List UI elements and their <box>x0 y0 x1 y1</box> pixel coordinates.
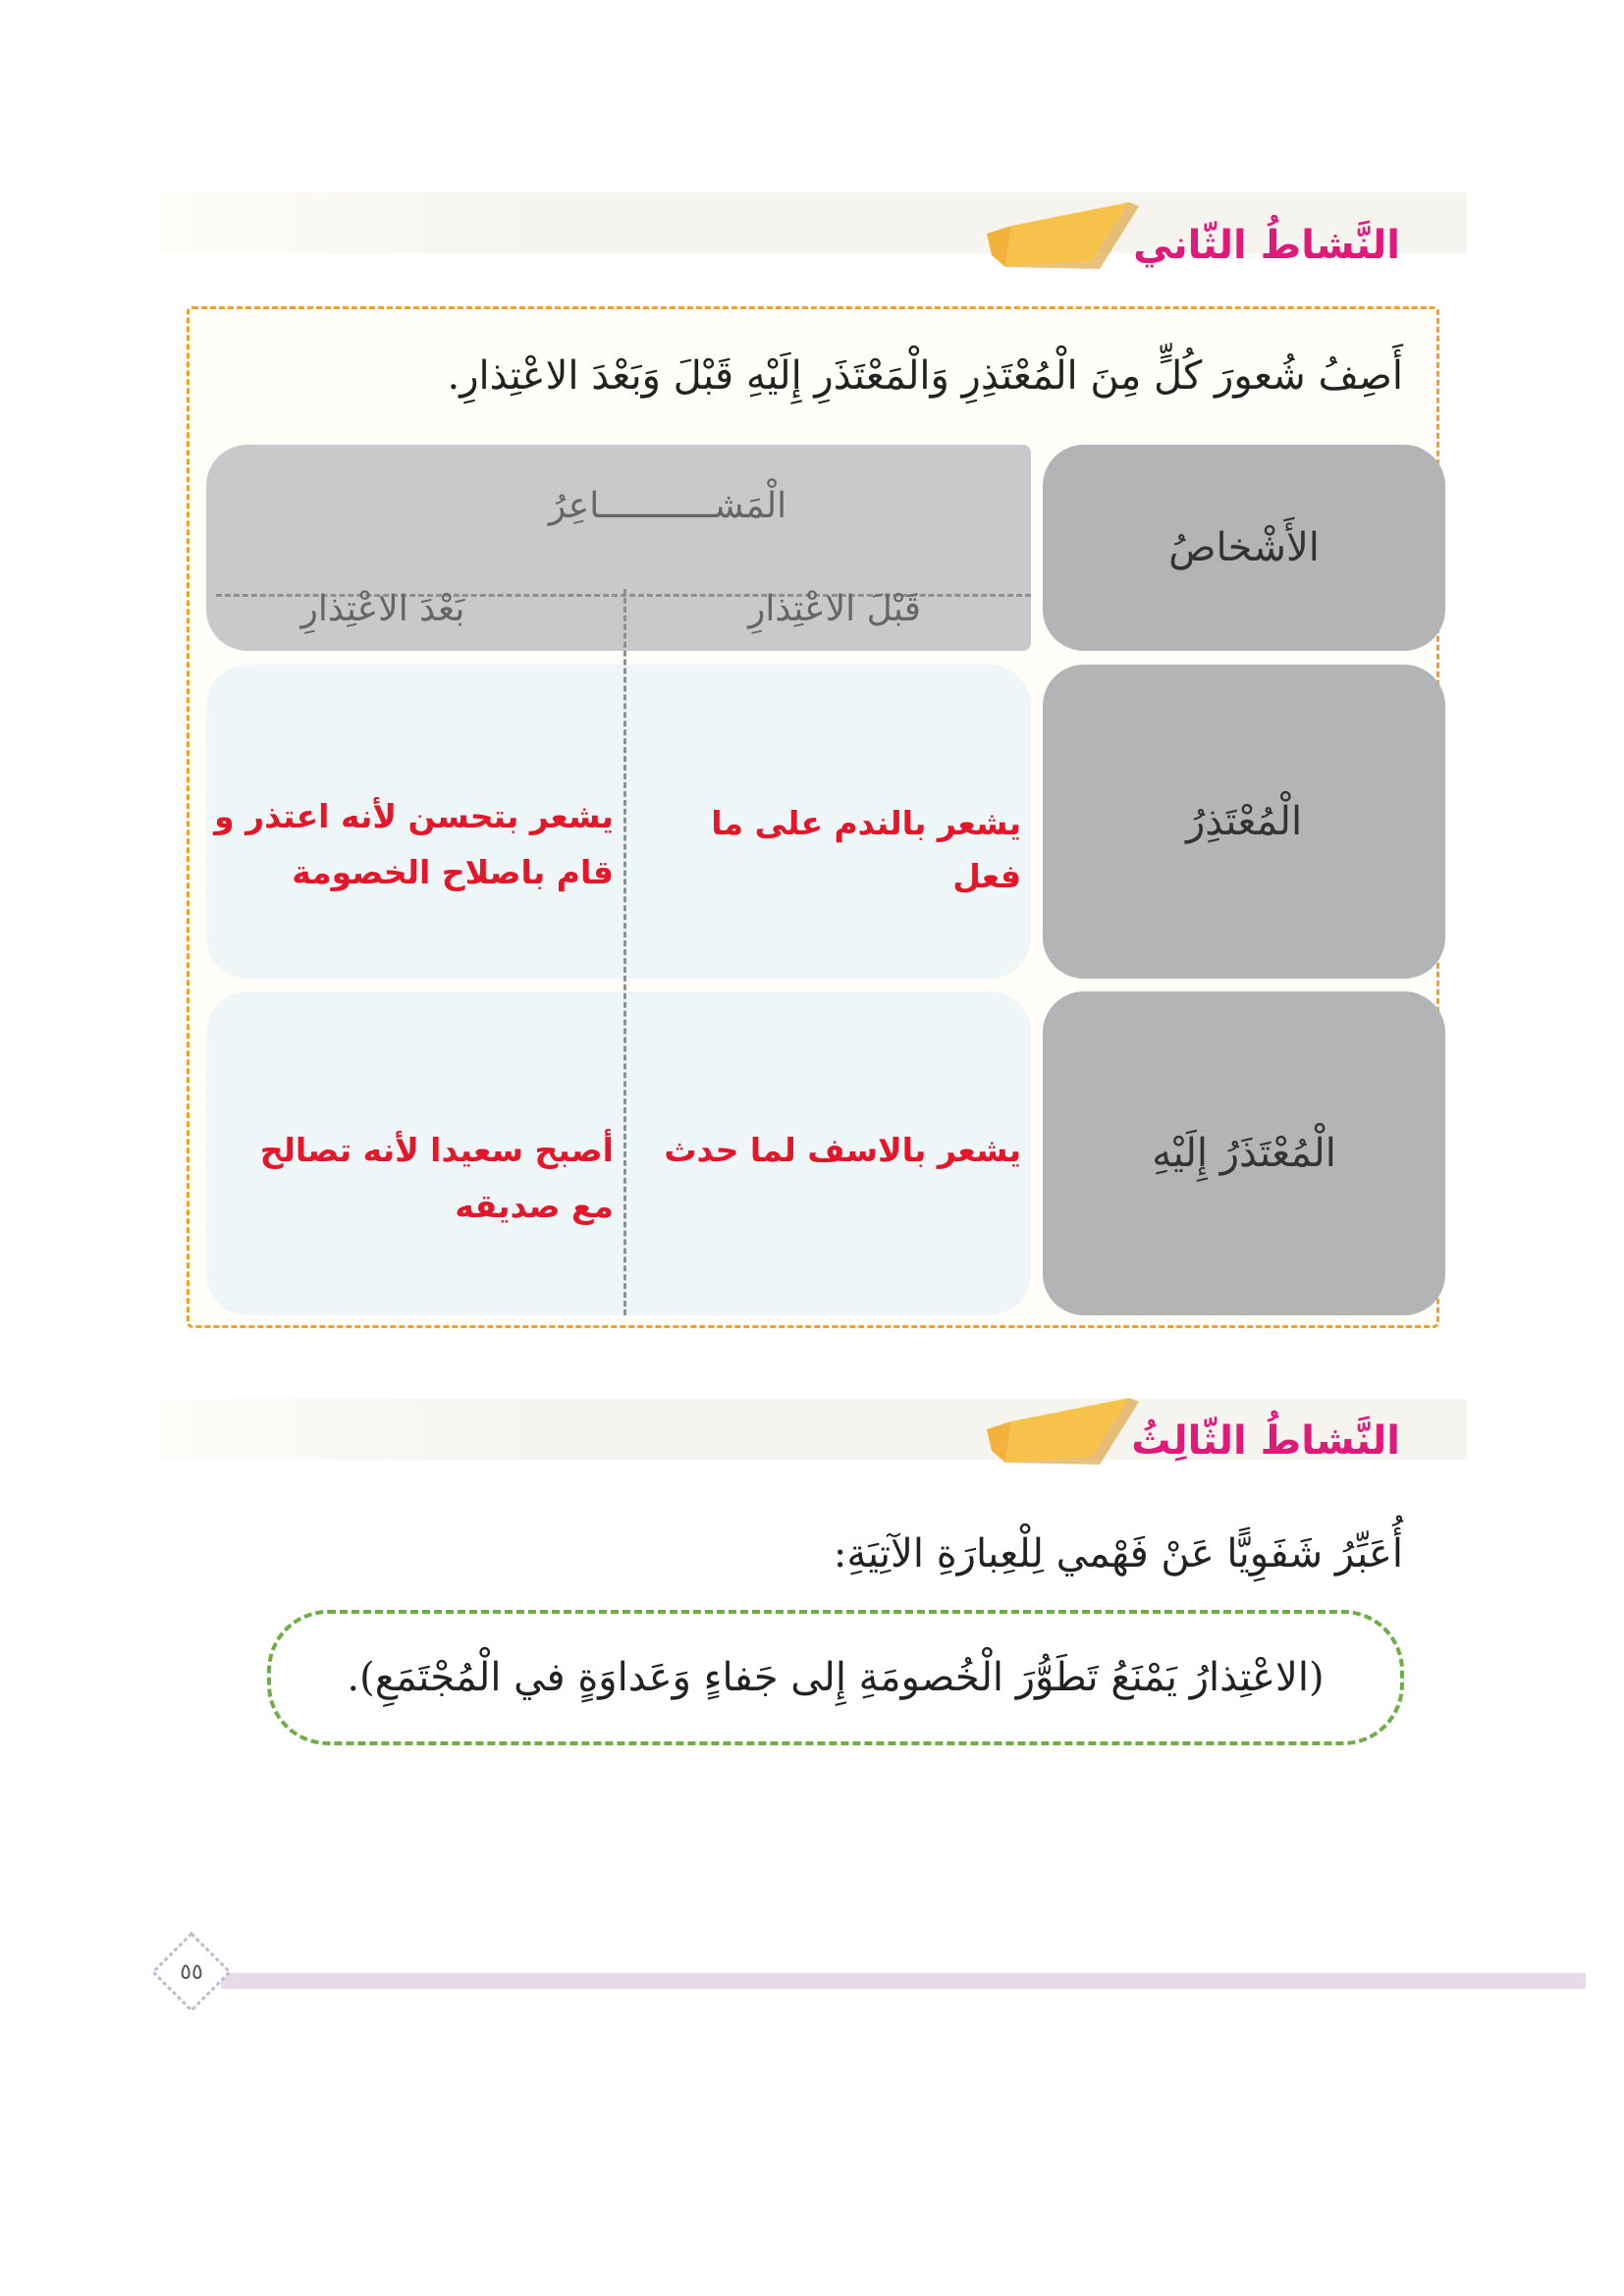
page-number: ٥٥ <box>180 1959 203 1985</box>
row1-person-cell <box>1043 665 1445 979</box>
row2-person: الْمُعْتَذَرُ إِلَيْهِ <box>1152 1131 1336 1176</box>
column-divider <box>623 589 626 1315</box>
row2-person-cell <box>1043 991 1445 1315</box>
row1-after-answer-line2: قام باصلاح الخصومة <box>292 853 614 891</box>
orange-tag-icon <box>982 1392 1149 1470</box>
persons-header: الأَشْخاصُ <box>1168 525 1320 570</box>
row1-after-answer-line1: يشعر بتحسن لأنه اعتذر و <box>214 797 614 835</box>
after-header: بَعْدَ الاعْتِذارِ <box>300 589 465 629</box>
row1-person: الْمُعْتَذِرُ <box>1185 799 1303 844</box>
persons-header-cell <box>1043 445 1445 651</box>
activity2-title: النَّشاطُ الثّاني <box>1133 223 1400 268</box>
row2-after-answer-line2: مع صديقه <box>455 1187 614 1225</box>
row1-before-answer: يشعر بالندم على ما فعل <box>711 804 1021 895</box>
before-header: قَبْلَ الاعْتِذارِ <box>748 589 921 629</box>
footer-bar <box>221 1973 1586 1989</box>
activity3-instruction: أُعَبِّرُ شَفَوِيًّا عَنْ فَهْمي لِلْعِبارَةِ الآتِيَةِ: <box>833 1531 1403 1576</box>
row2-after-answer-line1: أصبح سعيدا لأنه تصالح <box>259 1131 614 1169</box>
orange-tag-icon <box>982 196 1149 275</box>
quote-text: (الاعْتِذارُ يَمْنَعُ تَطَوُّرَ الْخُصومَةِ إِلى جَفاءٍ وَعَداوَةٍ في الْمُجْتَمَعِ). <box>347 1655 1325 1700</box>
quote-box <box>267 1610 1404 1745</box>
feelings-header: الْمَشـــــــــــاعِرُ <box>548 486 787 526</box>
activity3-title: النَّشاطُ الثّالِثُ <box>1131 1418 1400 1464</box>
row2-before-answer: يشعر بالاسف لما حدث <box>664 1131 1021 1169</box>
activity2-instruction: أَصِفُ شُعورَ كُلٍّ مِنَ الْمُعْتَذِرِ وَالْمَعْتَذَرِ إِلَيْهِ قَبْلَ وَبَعْدَ الاعْتِذارِ. <box>447 353 1403 399</box>
page-number-badge <box>147 1928 236 2016</box>
